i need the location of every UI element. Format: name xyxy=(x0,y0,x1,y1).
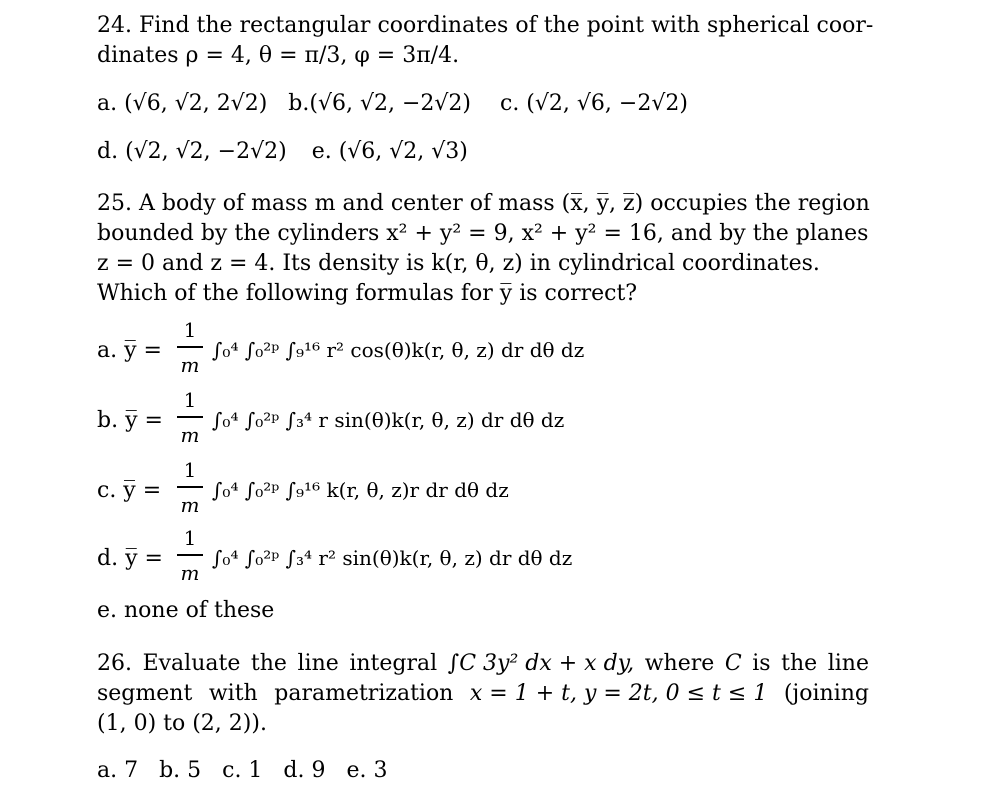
q24-choice-a: a. (√6, √2, 2√2) xyxy=(97,91,268,116)
q26-word: line xyxy=(297,651,339,676)
q25-line-1: 25. A body of mass m and center of mass (x̅, y̅, z̅) occupies the region xyxy=(97,191,870,216)
q24-choice-e: e. (√6, √2, √3) xyxy=(311,139,468,164)
q25-choice-e: e. none of these xyxy=(97,598,275,623)
q24-line-2: dinates ρ = 4, θ = π/3, φ = 3π/4. xyxy=(97,43,460,68)
q25-line-2: bounded by the cylinders x² + y² = 9, x² + y² = 16, and by the planes xyxy=(97,221,869,246)
q25-choice-b-numerator: 1 xyxy=(183,388,197,412)
q25-choice-c-label: c. y̅ = xyxy=(97,478,162,503)
q26-line-2 xyxy=(97,683,869,705)
q26-answer-choices: a. 7 b. 5 c. 1 d. 9 e. 3 xyxy=(97,758,388,783)
q26-word: the xyxy=(250,651,287,676)
q24-choices-row-1 xyxy=(97,93,688,115)
q26-word: line xyxy=(827,651,869,676)
q25-line-4: Which of the following formulas for y̅ is correct? xyxy=(97,281,638,306)
q25-choice-a-label: a. y̅ = xyxy=(97,338,162,363)
q25-choice-d-label: d. y̅ = xyxy=(97,546,163,571)
fraction-bar xyxy=(177,486,203,488)
q25-choice-b xyxy=(97,388,565,447)
q25-choice-b-denominator: m xyxy=(180,423,200,447)
fraction-bar xyxy=(177,346,203,348)
q25-choice-d xyxy=(97,526,573,585)
q26-word: Evaluate xyxy=(142,651,241,676)
q26-word: where xyxy=(644,651,715,676)
q25-choice-c-denominator: m xyxy=(180,493,200,517)
q25-choice-c xyxy=(97,458,509,517)
q26-word: integral xyxy=(349,651,438,676)
q25-choice-b-label: b. y̅ = xyxy=(97,408,163,433)
q25-choice-a xyxy=(97,318,585,377)
fraction-bar xyxy=(177,416,203,418)
q26-parametrization: x = 1 + t, y = 2t, 0 ≤ t ≤ 1 xyxy=(469,681,768,706)
q25-choice-c-integral: ∫₀⁴ ∫₀²ᵖ ∫₉¹⁶ k(r, θ, z)r dr dθ dz xyxy=(212,478,509,502)
q25-choice-a-integral: ∫₀⁴ ∫₀²ᵖ ∫₉¹⁶ r² cos(θ)k(r, θ, z) dr dθ dz xyxy=(212,338,585,362)
q24-choice-c: c. (√2, √6, −2√2) xyxy=(500,91,688,116)
q25-line-3: z = 0 and z = 4. Its density is k(r, θ, z) in cylindrical coordinates. xyxy=(97,251,820,276)
q24-choices-row-2 xyxy=(97,141,468,163)
q24-choice-b: b.(√6, √2, −2√2) xyxy=(288,91,471,116)
q25-choice-d-denominator: m xyxy=(180,561,200,585)
q26-word: 26. xyxy=(97,651,132,676)
q26-word: with xyxy=(208,681,258,706)
q24-line-1: 24. Find the rectangular coordinates of the point with spherical coor- xyxy=(97,13,874,38)
q26-word: is xyxy=(752,651,771,676)
q24-choice-d: d. (√2, √2, −2√2) xyxy=(97,139,287,164)
q26-word: segment xyxy=(97,681,193,706)
q25-choice-c-numerator: 1 xyxy=(183,458,197,482)
q25-choice-d-integral: ∫₀⁴ ∫₀²ᵖ ∫₃⁴ r² sin(θ)k(r, θ, z) dr dθ dz xyxy=(212,546,573,570)
q26-word: (joining xyxy=(783,681,869,706)
q26-line-integral-expression: ∫C 3y² dx + x dy, xyxy=(447,651,635,676)
q25-choice-d-numerator: 1 xyxy=(183,526,197,550)
q25-choice-b-integral: ∫₀⁴ ∫₀²ᵖ ∫₃⁴ r sin(θ)k(r, θ, z) dr dθ dz xyxy=(212,408,565,432)
q26-line-3: (1, 0) to (2, 2)). xyxy=(97,711,267,736)
q26-word: C xyxy=(724,651,742,676)
q25-choice-a-numerator: 1 xyxy=(183,318,197,342)
q25-choice-a-denominator: m xyxy=(180,353,200,377)
q26-line-1 xyxy=(97,653,869,675)
q26-word: parametrization xyxy=(274,681,454,706)
q26-word: the xyxy=(781,651,818,676)
fraction-bar xyxy=(177,554,203,556)
